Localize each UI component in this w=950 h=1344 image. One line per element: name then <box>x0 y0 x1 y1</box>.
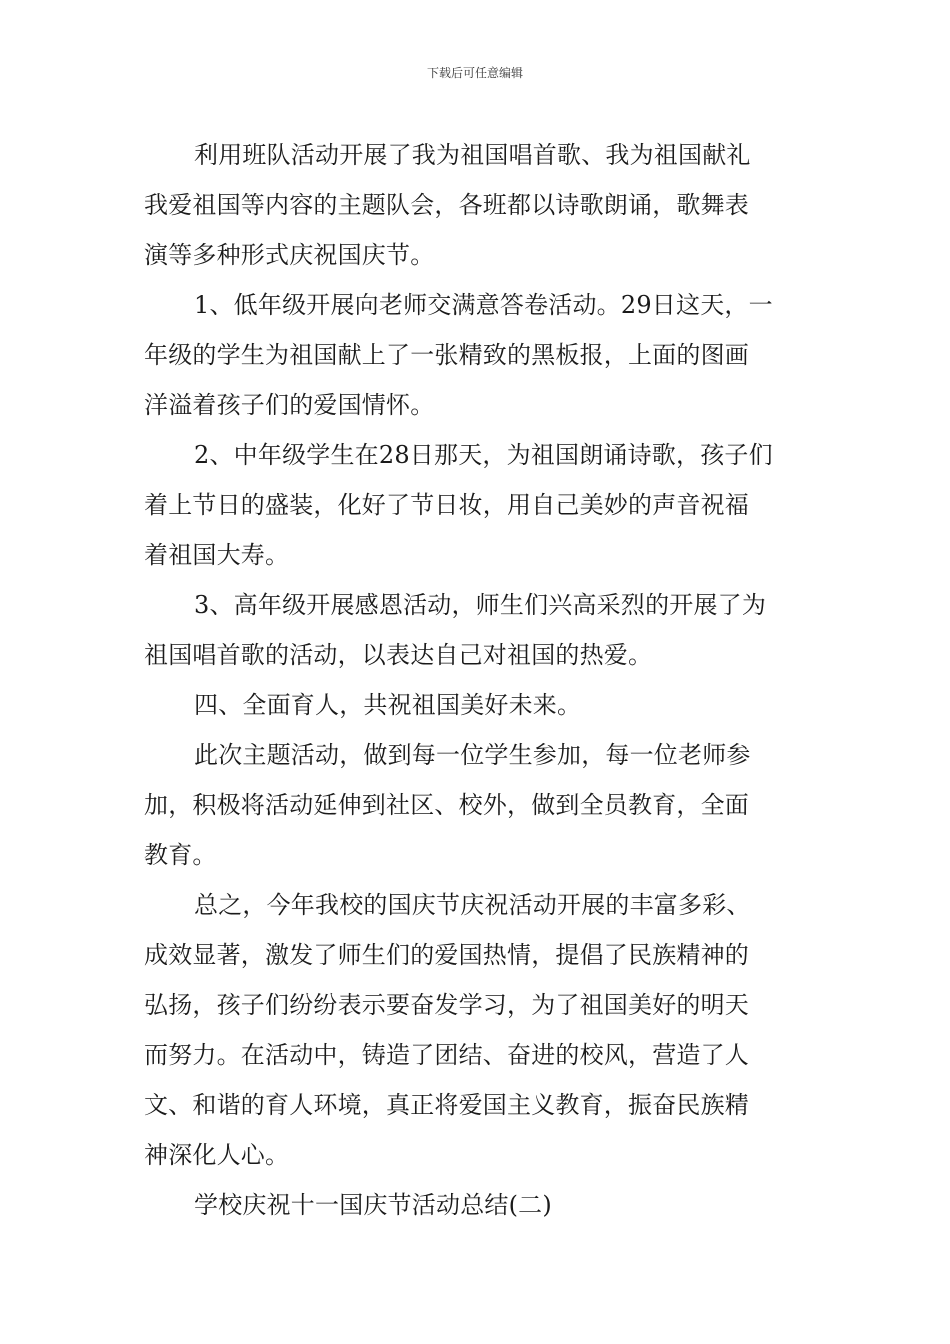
text-line: 祖国唱首歌的活动，以表达自己对祖国的热爱。 <box>144 641 653 669</box>
text-line: 年级的学生为祖国献上了一张精致的黑板报，上面的图画 <box>144 341 749 369</box>
text-line: 3、高年级开展感恩活动，师生们兴高采烈的开展了为 <box>194 591 767 619</box>
text-line: 而努力。在活动中，铸造了团结、奋进的校风，营造了人 <box>144 1041 749 1069</box>
text-line: 四、全面育人，共祝祖国美好未来。 <box>194 691 582 719</box>
text-line: 神深化人心。 <box>144 1141 290 1169</box>
paragraph-lower-grades <box>144 280 814 430</box>
text-line: 此次主题活动，做到每一位学生参加，每一位老师参 <box>194 741 751 769</box>
text-line: 1、低年级开展向老师交满意答卷活动。29日这天，一 <box>194 291 773 319</box>
text-line: 洋溢着孩子们的爱国情怀。 <box>144 391 435 419</box>
text-line: 总之，今年我校的国庆节庆祝活动开展的丰富多彩、 <box>194 891 751 919</box>
paragraph-participation <box>144 730 814 880</box>
text-line: 着祖国大寿。 <box>144 541 290 569</box>
text-line: 教育。 <box>144 841 217 869</box>
paragraph-middle-grades <box>144 430 814 580</box>
text-line: 文、和谐的育人环境，真正将爱国主义教育，振奋民族精 <box>144 1091 749 1119</box>
paragraph-conclusion <box>144 880 814 1180</box>
document-body <box>144 130 814 1230</box>
paragraph-upper-grades <box>144 580 814 680</box>
text-line: 弘扬，孩子们纷纷表示要奋发学习，为了祖国美好的明天 <box>144 991 749 1019</box>
text-line: 利用班队活动开展了我为祖国唱首歌、我为祖国献礼 <box>194 141 751 169</box>
section-heading-four <box>144 680 814 730</box>
text-line: 演等多种形式庆祝国庆节。 <box>144 241 435 269</box>
page-header: 下载后可任意编辑 <box>426 66 523 80</box>
text-line: 成效显著，激发了师生们的爱国热情，提倡了民族精神的 <box>144 941 749 969</box>
paragraph-theme-meeting <box>144 130 814 280</box>
section-title-part-two <box>144 1180 814 1230</box>
text-line: 着上节日的盛装，化好了节日妆，用自己美妙的声音祝福 <box>144 491 749 519</box>
text-line: 加，积极将活动延伸到社区、校外，做到全员教育，全面 <box>144 791 749 819</box>
text-line: 2、中年级学生在28日那天，为祖国朗诵诗歌，孩子们 <box>194 441 773 469</box>
text-line: 学校庆祝十一国庆节活动总结(二) <box>194 1191 552 1219</box>
text-line: 我爱祖国等内容的主题队会，各班都以诗歌朗诵，歌舞表 <box>144 191 749 219</box>
